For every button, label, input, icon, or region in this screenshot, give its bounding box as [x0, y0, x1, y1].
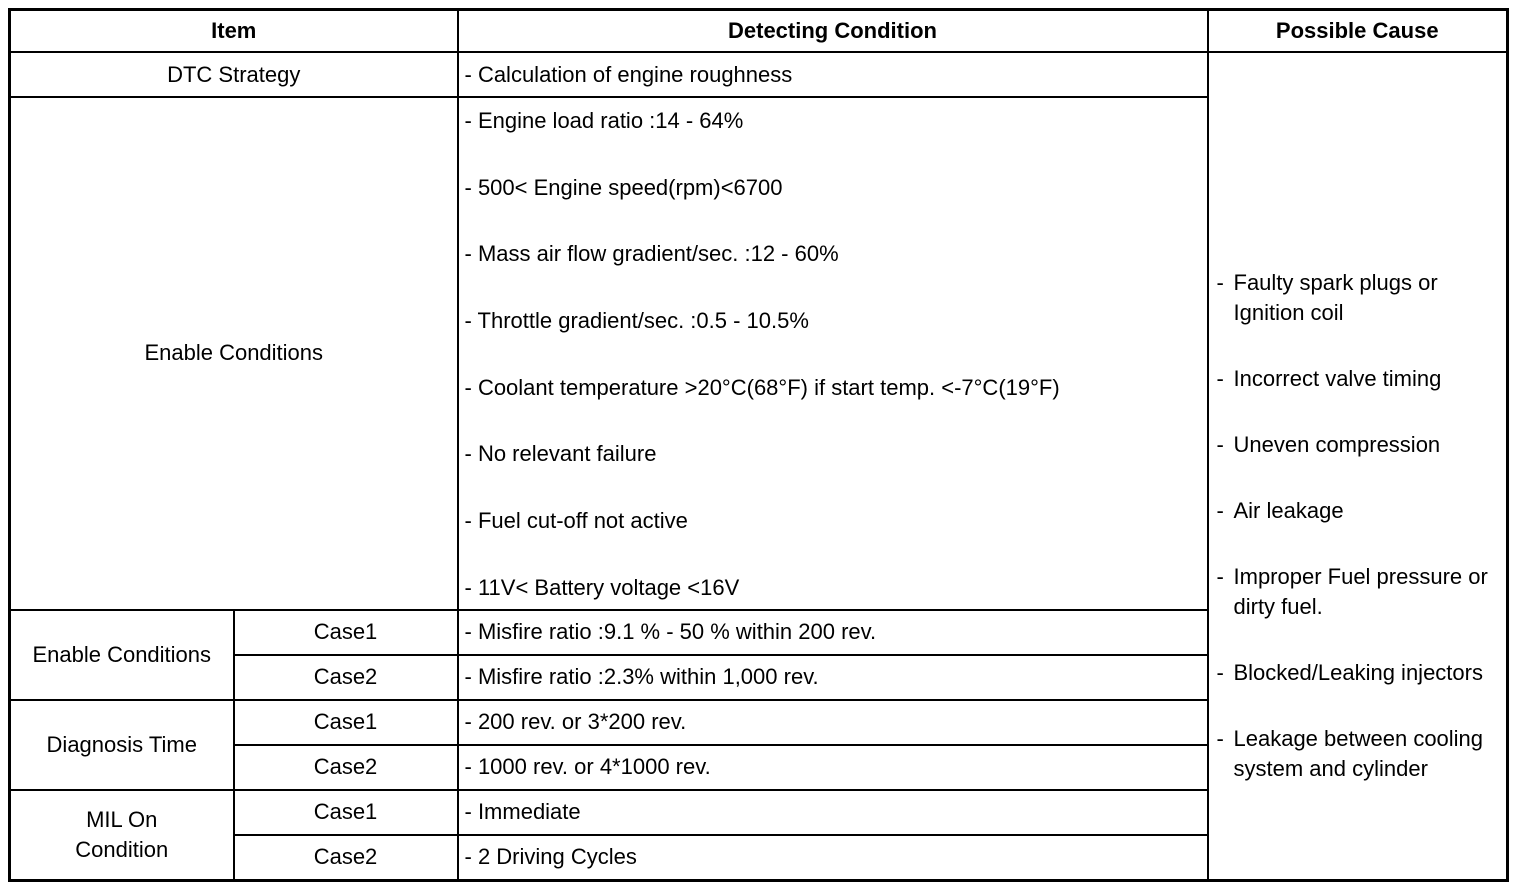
cause-item [1217, 364, 1507, 394]
mil-on-case2-label: Case2 [234, 835, 458, 881]
cause-dash: - [1216, 564, 1224, 590]
diagnosis-time-case1-value: - 200 rev. or 3*200 rev. [458, 700, 1208, 745]
cause-dash: - [1216, 432, 1224, 458]
cause-item [1217, 724, 1507, 784]
enable-conditions-label: Enable Conditions [10, 97, 458, 610]
mil-on-case1-label: Case1 [234, 790, 458, 835]
dtc-strategy-label: DTC Strategy [10, 52, 458, 97]
diagnosis-time-label: Diagnosis Time [10, 700, 234, 790]
cause-item [1217, 430, 1507, 460]
mil-on-case1-value: - Immediate [458, 790, 1208, 835]
cause-dash: - [1216, 270, 1224, 296]
cause-text: Faulty spark plugs or Ignition coil [1233, 270, 1438, 326]
threshold-case1-label: Case1 [234, 610, 458, 655]
mil-on-case2-value: - 2 Driving Cycles [458, 835, 1208, 881]
cause-text: Blocked/Leaking injectors [1233, 660, 1483, 686]
dtc-table [8, 8, 1509, 882]
mil-on-label-line1: MIL On [86, 806, 158, 832]
enable-conditions-cell [458, 97, 1208, 610]
cause-dash: - [1216, 498, 1224, 524]
cause-text: Leakage between cooling system and cylinder [1233, 726, 1484, 782]
condition-item: - Fuel cut-off not active [464, 508, 688, 534]
cause-text: Incorrect valve timing [1233, 366, 1442, 392]
threshold-case2-value: - Misfire ratio :2.3% within 1,000 rev. [458, 655, 1208, 700]
threshold-case2-label: Case2 [234, 655, 458, 700]
cause-item [1217, 268, 1507, 328]
cause-dash: - [1216, 660, 1224, 686]
possible-cause-cell [1208, 52, 1508, 880]
cause-text: Uneven compression [1233, 432, 1441, 458]
header-row [10, 10, 1508, 53]
header-possible-cause: Possible Cause [1208, 10, 1508, 53]
threshold-case1-value: - Misfire ratio :9.1 % - 50 % within 200 rev. [458, 610, 1208, 655]
condition-item: - 11V< Battery voltage <16V [464, 574, 740, 600]
row-dtc-strategy [10, 52, 1508, 97]
dtc-strategy-condition: - Calculation of engine roughness [458, 52, 1208, 97]
condition-item: - 500< Engine speed(rpm)<6700 [464, 174, 783, 200]
header-item: Item [10, 10, 458, 53]
condition-item: - No relevant failure [464, 441, 657, 467]
header-detecting-condition: Detecting Condition [458, 10, 1208, 53]
cause-item [1217, 562, 1507, 622]
cause-text: Air leakage [1233, 498, 1344, 524]
diagnosis-time-case1-label: Case1 [234, 700, 458, 745]
cause-dash: - [1216, 366, 1224, 392]
cause-text: Improper Fuel pressure or dirty fuel. [1233, 564, 1488, 620]
diagnosis-time-case2-label: Case2 [234, 745, 458, 790]
condition-item: - Mass air flow gradient/sec. :12 - 60% [464, 241, 839, 267]
possible-cause-list [1209, 147, 1507, 784]
condition-item: - Engine load ratio :14 - 64% [464, 108, 744, 133]
mil-on-label-line2: Condition [75, 836, 169, 862]
diagnosis-time-case2-value: - 1000 rev. or 4*1000 rev. [458, 745, 1208, 790]
condition-item: - Throttle gradient/sec. :0.5 - 10.5% [464, 308, 809, 334]
cause-item [1217, 658, 1507, 688]
threshold-label: Enable Conditions [10, 610, 234, 700]
cause-item [1217, 496, 1507, 526]
enable-conditions-list [459, 98, 1207, 609]
cause-dash: - [1216, 726, 1224, 752]
mil-on-label [10, 790, 234, 881]
condition-item: - Coolant temperature >20°C(68°F) if start temp. <-7°C(19°F) [464, 374, 1060, 400]
